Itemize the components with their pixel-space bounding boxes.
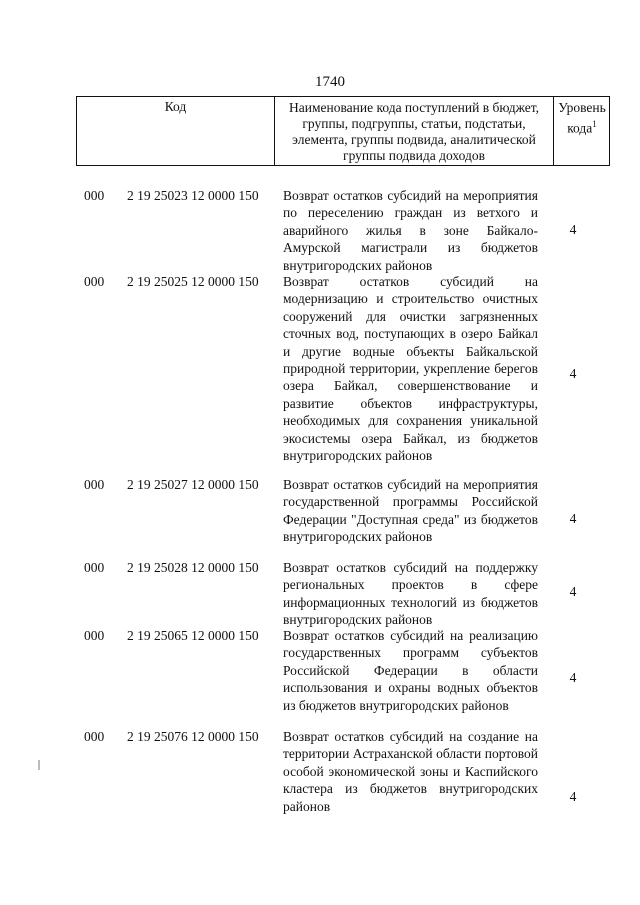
row-name: Возврат остатков субсидий на создание на территории Астраханской области портовой особой экономической зоны и Каспийского кластера из бюджетов внутригородских районов	[283, 729, 538, 814]
header-name: Наименование кода поступлений в бюджет, группы, подгруппы, статьи, подстатьи, элемента, группы подвида, аналитической группы подвида доходов	[275, 97, 554, 165]
row-name: Возврат остатков субсидий на реализацию государственных программ субъектов Российской Федерации в области использования и охраны водных объектов из бюджетов внутригородских районов	[283, 628, 538, 713]
row-budget-code: 2 19 25025 12 0000 150	[127, 274, 259, 289]
row-admin-code: 000	[84, 274, 105, 289]
row-level: 4	[569, 789, 577, 804]
row-level: 4	[569, 670, 577, 685]
row-budget-code: 2 19 25076 12 0000 150	[127, 729, 259, 744]
header-code: Код	[77, 97, 275, 165]
row-name: Возврат остатков субсидий на модернизацию и строительство очистных сооружений для очистки загрязненных сточных вод, поступающих в озеро Байкал и другие водные объекты Байкальской природной территории, укрепление берегов озера Байкал, совершенствование и развитие объектов инфраструктуры, необходимых для сохранения уникальной экосистемы озера Байкал, из бюджетов внутригородских районов	[283, 274, 538, 464]
row-budget-code: 2 19 25023 12 0000 150	[127, 188, 259, 203]
page-number: 1740	[315, 74, 345, 90]
row-name: Возврат остатков субсидий на мероприятия государственной программы Российской Федерации "Доступная среда" из бюджетов внутригородских районов	[283, 477, 538, 545]
row-level: 4	[569, 222, 577, 237]
row-name: Возврат остатков субсидий на мероприятия по переселению граждан из ветхого и аварийного жилья в зоне Байкало-Амурской магистрали из бюджетов внутригородских районов	[283, 188, 538, 273]
row-level: 4	[569, 511, 577, 526]
header-level	[554, 97, 610, 165]
row-admin-code: 000	[84, 188, 105, 203]
header-level-footnote: 1	[592, 119, 597, 129]
row-level: 4	[569, 366, 577, 381]
scan-mark	[38, 760, 40, 770]
row-budget-code: 2 19 25027 12 0000 150	[127, 477, 259, 492]
row-admin-code: 000	[84, 628, 105, 643]
row-budget-code: 2 19 25028 12 0000 150	[127, 560, 259, 575]
row-level: 4	[569, 584, 577, 599]
header-level-label: Уровень кода	[558, 100, 606, 136]
row-budget-code: 2 19 25065 12 0000 150	[127, 628, 259, 643]
row-admin-code: 000	[84, 560, 105, 575]
row-name: Возврат остатков субсидий на поддержку региональных проектов в сфере информационных технологий из бюджетов внутригородских районов	[283, 560, 538, 628]
row-admin-code: 000	[84, 477, 105, 492]
table-header	[76, 96, 610, 166]
row-admin-code: 000	[84, 729, 105, 744]
